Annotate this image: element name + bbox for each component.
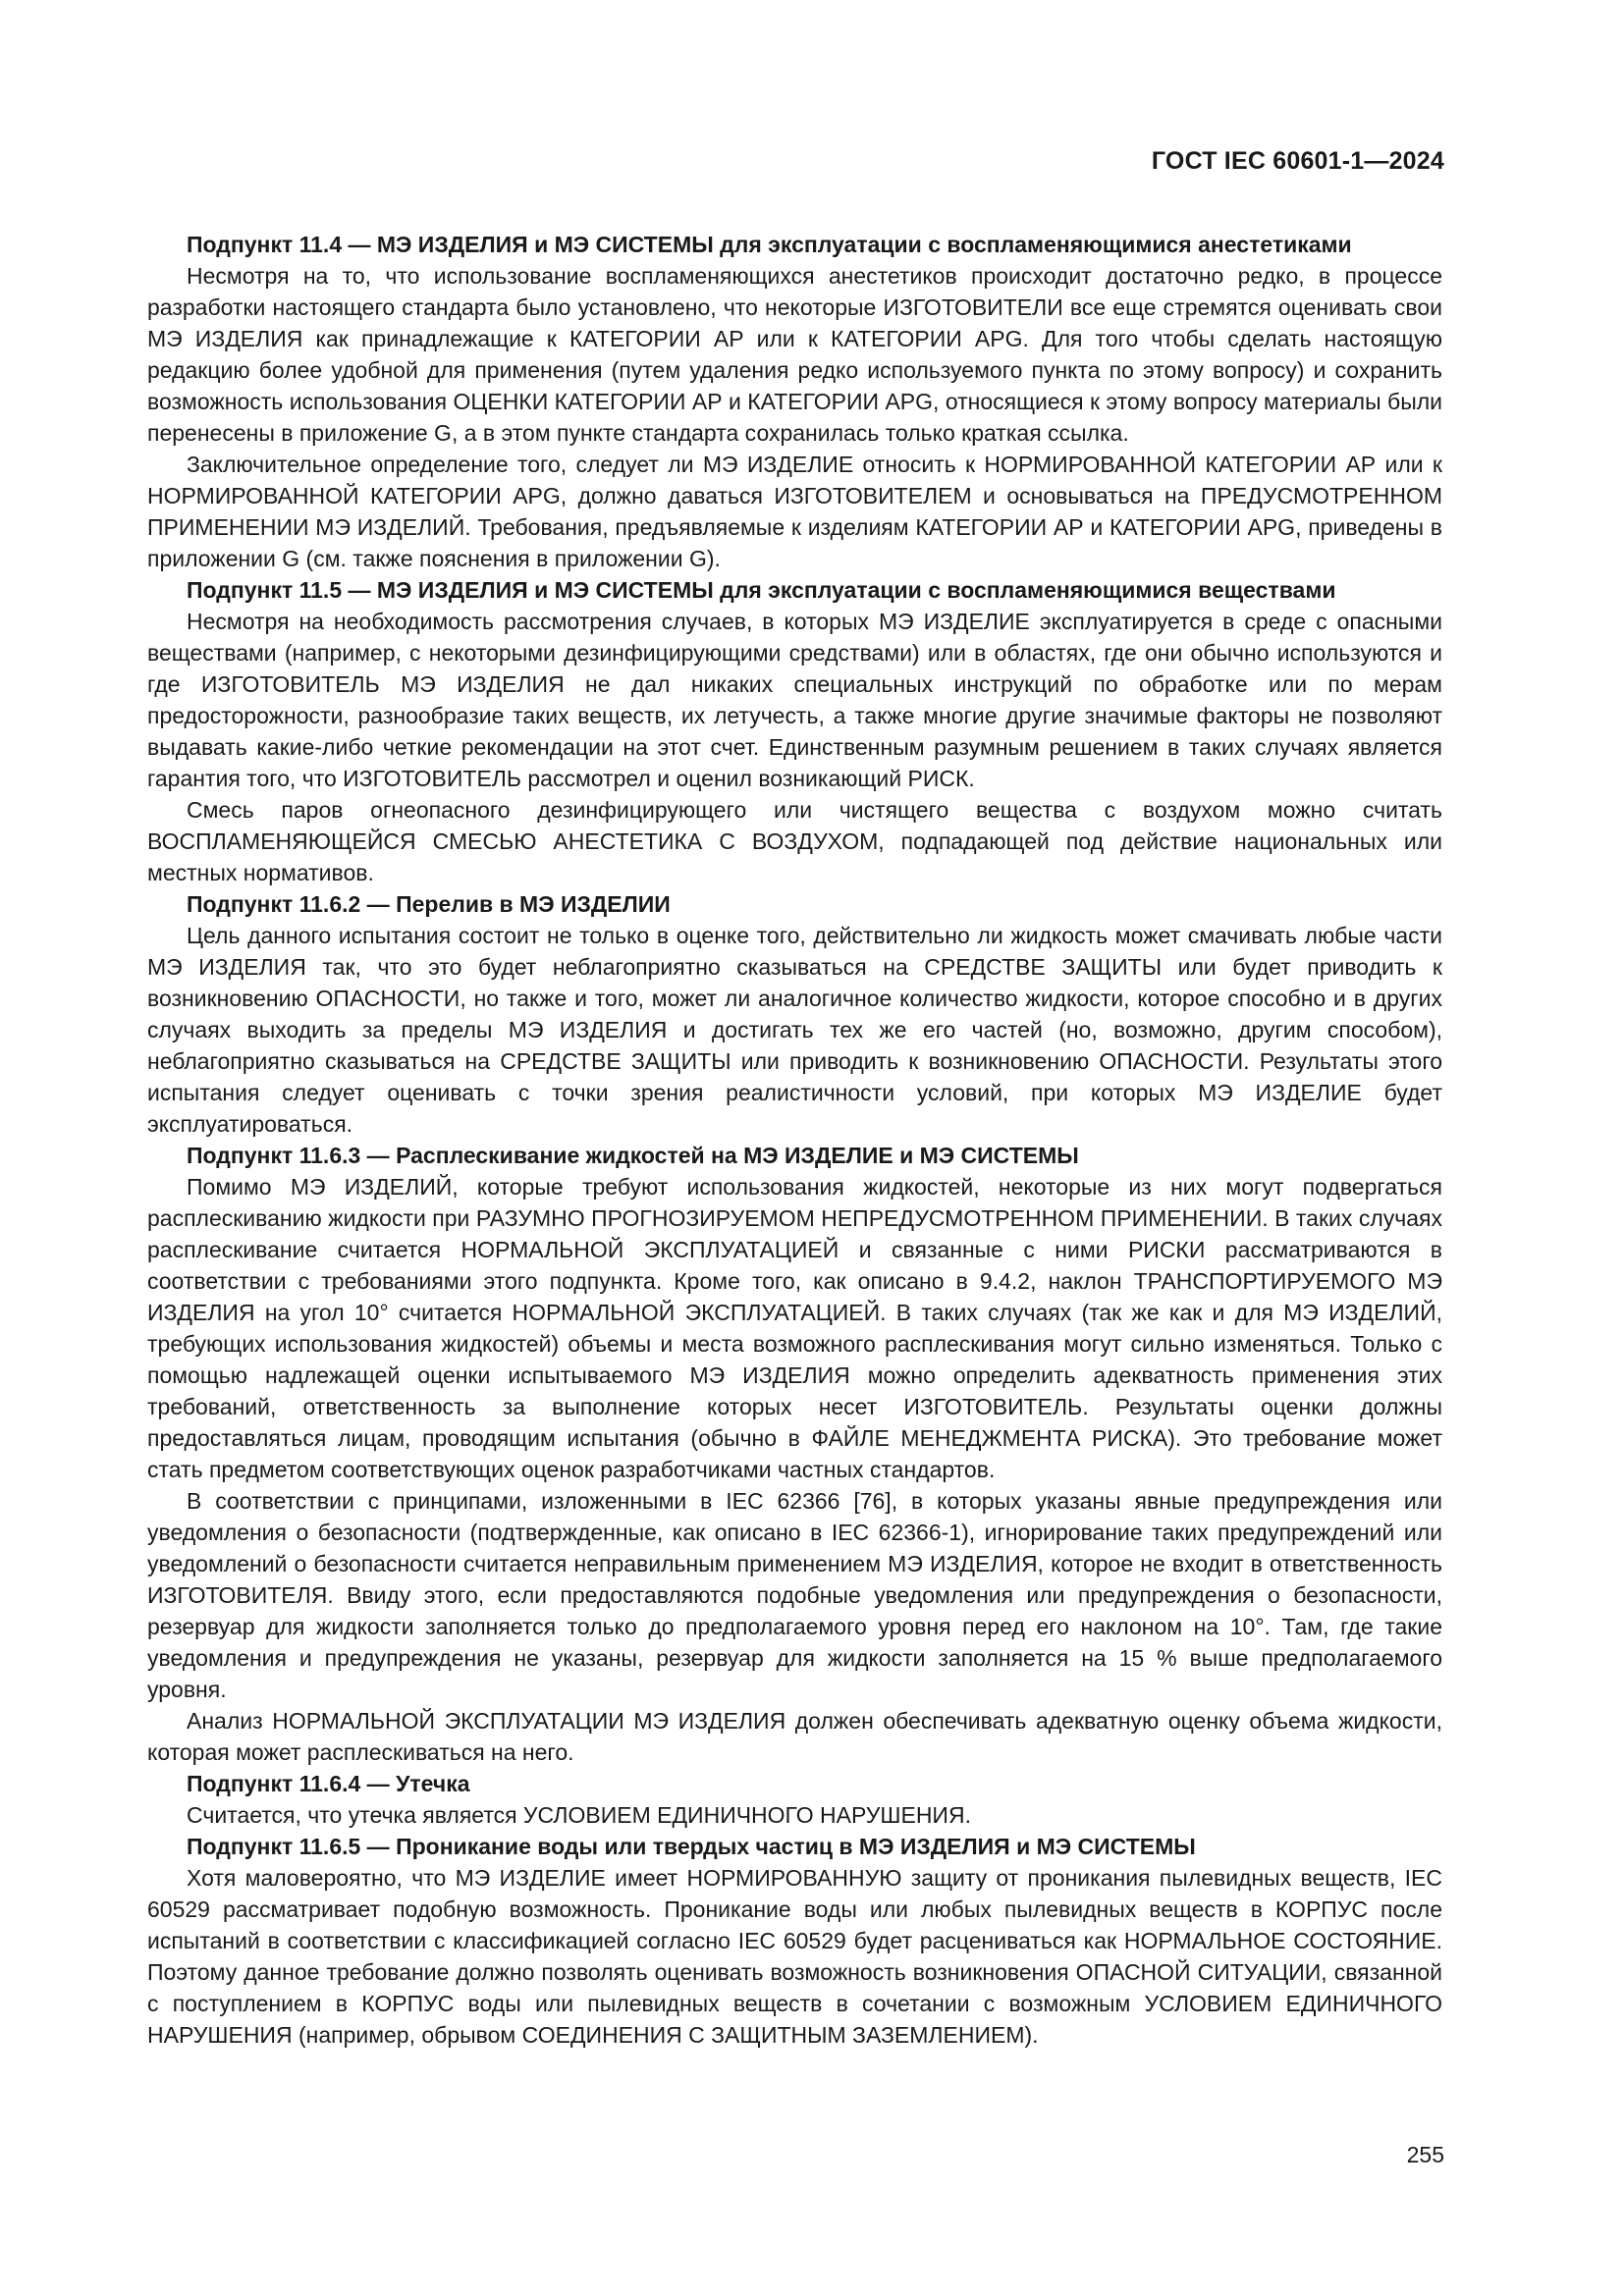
paragraph: Помимо МЭ ИЗДЕЛИЙ, которые требуют использования жидкостей, некоторые из них могут подвергаться расплескиванию жидкости при РАЗУМНО ПРОГНОЗИРУЕМОМ НЕПРЕДУСМОТРЕННОМ ПРИМЕНЕНИИ. В таких случаях расплескивание считается НОРМАЛЬНОЙ ЭКСПЛУАТАЦИЕЙ и связанные с ними РИСКИ рассматриваются в соответствии с требованиями этого подпункта. Кроме того, как описано в 9.4.2, наклон ТРАНСПОРТИРУЕМОГО МЭ ИЗДЕЛИЯ на угол 10° считается НОРМАЛЬНОЙ ЭКСПЛУАТАЦИЕЙ. В таких случаях (так же как и для МЭ ИЗДЕЛИЙ, требующих использования жидкостей) объемы и места возможного расплескивания могут сильно изменяться. Только с помощью надлежащей оценки испытываемого МЭ ИЗДЕЛИЯ можно определить адекватность применения этих требований, ответственность за выполнение которых несет ИЗГОТОВИТЕЛЬ. Результаты оценки должны предоставляться лицам, проводящим испытания (обычно в ФАЙЛЕ МЕНЕДЖМЕНТА РИСКА). Это требование может стать предметом соответствующих оценок разработчиками частных стандартов. (147, 1174, 1442, 1482)
paragraph: В соответствии с принципами, изложенными в IEC 62366 [76], в которых указаны явные предупреждения или уведомления о безопасности (подтвержденные, как описано в IEC 62366-1), игнорирование таких предупреждений или уведомлений о безопасности считается неправильным применением МЭ ИЗДЕЛИЯ, которое не входит в ответственность ИЗГОТОВИТЕЛЯ. Ввиду этого, если предоставляются подобные уведомления или предупреждения о безопасности, резервуар для жидкости заполняется только до предполагаемого уровня перед его наклоном на 10°. Там, где такие уведомления и предупреждения не указаны, резервуар для жидкости заполняется на 15 % выше предполагаемого уровня. (147, 1488, 1442, 1702)
section-heading-11-4: Подпункт 11.4 — МЭ ИЗДЕЛИЯ и МЭ СИСТЕМЫ для эксплуатации с воспламеняющимися анестетиками (187, 232, 1352, 257)
section-heading-11-6-4: Подпункт 11.6.4 — Утечка (187, 1771, 470, 1796)
section-heading-11-6-3: Подпункт 11.6.3 — Расплескивание жидкостей на МЭ ИЗДЕЛИЕ и МЭ СИСТЕМЫ (187, 1143, 1079, 1168)
paragraph: Анализ НОРМАЛЬНОЙ ЭКСПЛУАТАЦИИ МЭ ИЗДЕЛИЯ должен обеспечивать адекватную оценку объема жидкости, которая может расплескиваться на него. (147, 1708, 1442, 1765)
section-heading-11-6-2: Подпункт 11.6.2 — Перелив в МЭ ИЗДЕЛИИ (187, 891, 671, 917)
paragraph: Считается, что утечка является УСЛОВИЕМ ЕДИНИЧНОГО НАРУШЕНИЯ. (187, 1802, 971, 1828)
document-body (147, 229, 1442, 2051)
paragraph: Хотя маловероятно, что МЭ ИЗДЕЛИЕ имеет НОРМИРОВАННУЮ защиту от проникания пылевидных веществ, IEC 60529 рассматривает подобную возможность. Проникание воды или любых пылевидных веществ в КОРПУС после испытаний в соответствии с классификацией согласно IEC 60529 будет расцениваться как НОРМАЛЬНОЕ СОСТОЯНИЕ. Поэтому данное требование должно позволять оценивать возможность возникновения ОПАСНОЙ СИТУАЦИИ, связанной с поступлением в КОРПУС воды или пылевидных веществ в сочетании с возможным УСЛОВИЕМ ЕДИНИЧНОГО НАРУШЕНИЯ (например, обрывом СОЕДИНЕНИЯ С ЗАЩИТНЫМ ЗАЗЕМЛЕНИЕМ). (147, 1865, 1442, 2048)
section-heading-11-5: Подпункт 11.5 — МЭ ИЗДЕЛИЯ и МЭ СИСТЕМЫ для эксплуатации с воспламеняющимися веществами (187, 577, 1336, 603)
paragraph: Цель данного испытания состоит не только в оценке того, действительно ли жидкость может смачивать любые части МЭ ИЗДЕЛИЯ так, что это будет неблагоприятно сказываться на СРЕДСТВЕ ЗАЩИТЫ или будет приводить к возникновению ОПАСНОСТИ, но также и того, может ли аналогичное количество жидкости, которое способно и в других случаях выходить за пределы МЭ ИЗДЕЛИЯ и достигать тех же его частей (но, возможно, другим способом), неблагоприятно сказываться на СРЕДСТВЕ ЗАЩИТЫ или приводить к возникновению ОПАСНОСТИ. Результаты этого испытания следует оценивать с точки зрения реалистичности условий, при которых МЭ ИЗДЕЛИЕ будет эксплуатироваться. (147, 923, 1442, 1137)
paragraph: Несмотря на то, что использование воспламеняющихся анестетиков происходит достаточно редко, в процессе разработки настоящего стандарта было установлено, что некоторые ИЗГОТОВИТЕЛИ все еще стремятся оценивать свои МЭ ИЗДЕЛИЯ как принадлежащие к КАТЕГОРИИ АР или к КАТЕГОРИИ APG. Для того чтобы сделать настоящую редакцию более удобной для применения (путем удаления редко используемого пункта по этому вопросу) и сохранить возможность использования ОЦЕНКИ КАТЕГОРИИ АР и КАТЕГОРИИ APG, относящиеся к этому вопросу материалы были перенесены в приложение G, а в этом пункте стандарта сохранилась только краткая ссылка. (147, 263, 1442, 446)
paragraph: Несмотря на необходимость рассмотрения случаев, в которых МЭ ИЗДЕЛИЕ эксплуатируется в среде с опасными веществами (например, с некоторыми дезинфицирующими средствами) или в областях, где они обычно используются и где ИЗГОТОВИТЕЛЬ МЭ ИЗДЕЛИЯ не дал никаких специальных инструкций по обработке или по мерам предосторожности, разнообразие таких веществ, их летучесть, а также многие другие значимые факторы не позволяют выдавать какие-либо четкие рекомендации на этот счет. Единственным разумным решением в таких случаях является гарантия того, что ИЗГОТОВИТЕЛЬ рассмотрел и оценил возникающий РИСК. (147, 609, 1442, 791)
paragraph: Смесь паров огнеопасного дезинфицирующего или чистящего вещества с воздухом можно считать ВОСПЛАМЕНЯЮЩЕЙСЯ СМЕСЬЮ АНЕСТЕТИКА С ВОЗДУХОМ, подпадающей под действие национальных или местных нормативов. (147, 797, 1442, 885)
section-heading-11-6-5: Подпункт 11.6.5 — Проникание воды или твердых частиц в МЭ ИЗДЕЛИЯ и МЭ СИСТЕМЫ (187, 1834, 1196, 1859)
page-number: 255 (1406, 2142, 1444, 2167)
document-header: ГОСТ IEC 60601-1—2024 (1151, 147, 1444, 175)
paragraph: Заключительное определение того, следует ли МЭ ИЗДЕЛИЕ относить к НОРМИРОВАННОЙ КАТЕГОРИИ АР или к НОРМИРОВАННОЙ КАТЕГОРИИ APG, должно даваться ИЗГОТОВИТЕЛЕМ и основываться на ПРЕДУСМОТРЕННОМ ПРИМЕНЕНИИ МЭ ИЗДЕЛИЙ. Требования, предъявляемые к изделиям КАТЕГОРИИ АР и КАТЕГОРИИ APG, приведены в приложении G (см. также пояснения в приложении G). (147, 452, 1442, 571)
